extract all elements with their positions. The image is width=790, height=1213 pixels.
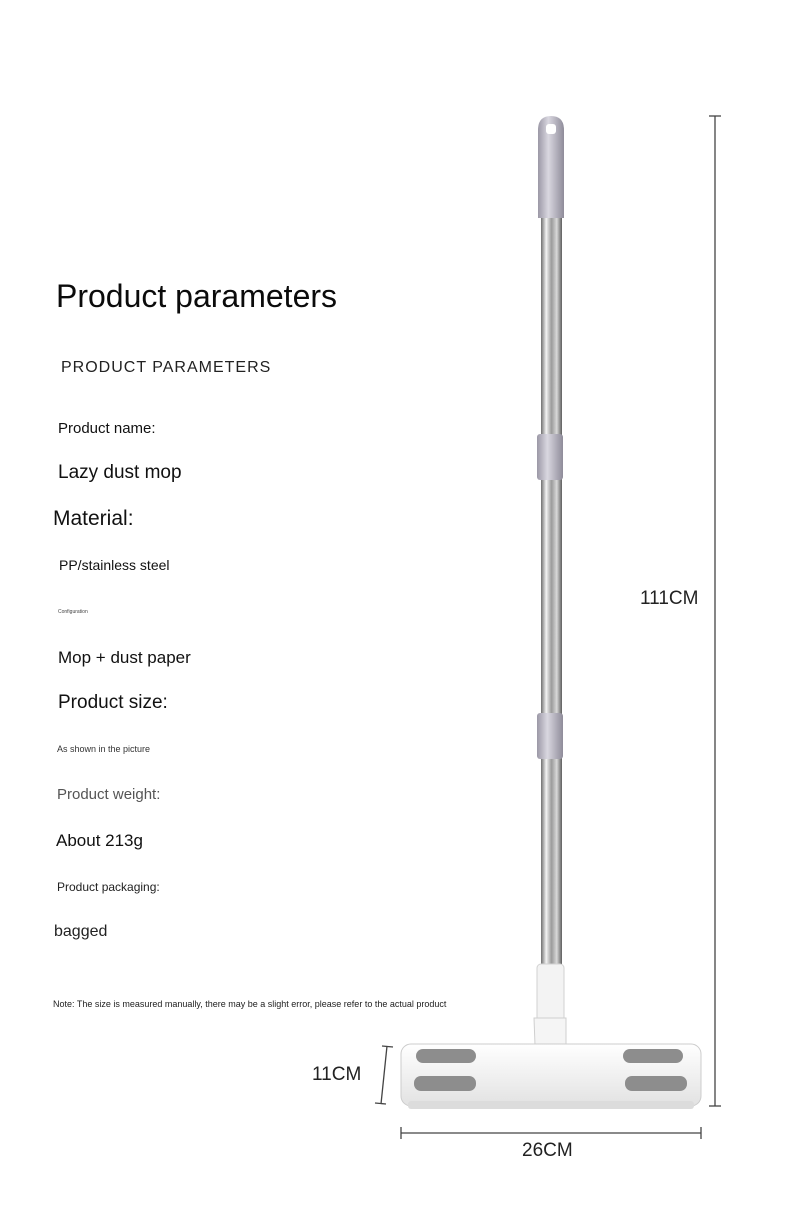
product-packaging-value: bagged — [54, 923, 108, 940]
material-value: PP/stainless steel — [59, 557, 170, 573]
hanging-hole-icon — [546, 124, 556, 134]
product-weight-value: About 213g — [56, 831, 143, 850]
product-size-label: Product size: — [58, 692, 168, 713]
head-height-dimension-line — [381, 1046, 387, 1104]
material-label: Material: — [53, 507, 134, 530]
configuration-value: Mop + dust paper — [58, 648, 191, 667]
head-height-dimension-label: 11CM — [312, 1064, 362, 1085]
pole-connector-2 — [537, 713, 563, 759]
steel-pole — [541, 214, 562, 966]
head-width-dimension-label: 26CM — [522, 1140, 573, 1161]
product-name-label: Product name: — [58, 420, 156, 437]
product-size-value: As shown in the picture — [57, 744, 151, 754]
paper-clip-tr — [623, 1049, 683, 1063]
mop-head-edge — [408, 1101, 694, 1109]
pole-sleeve — [537, 964, 564, 1024]
product-weight-label: Product weight: — [57, 786, 161, 803]
pole-connector-1 — [537, 434, 563, 480]
product-packaging-label: Product packaging: — [57, 880, 160, 894]
product-name-value: Lazy dust mop — [58, 462, 182, 483]
page-subtitle: PRODUCT PARAMETERS — [61, 359, 272, 376]
measurement-note: Note: The size is measured manually, there may be a slight error, please refer to the actual product — [53, 999, 447, 1009]
paper-clip-bl — [414, 1076, 476, 1091]
paper-clip-tl — [416, 1049, 476, 1063]
paper-clip-br — [625, 1076, 687, 1091]
configuration-label: Configuration — [58, 609, 88, 615]
height-dimension-label: 111CM — [640, 588, 699, 609]
page-title: Product parameters — [56, 278, 338, 314]
